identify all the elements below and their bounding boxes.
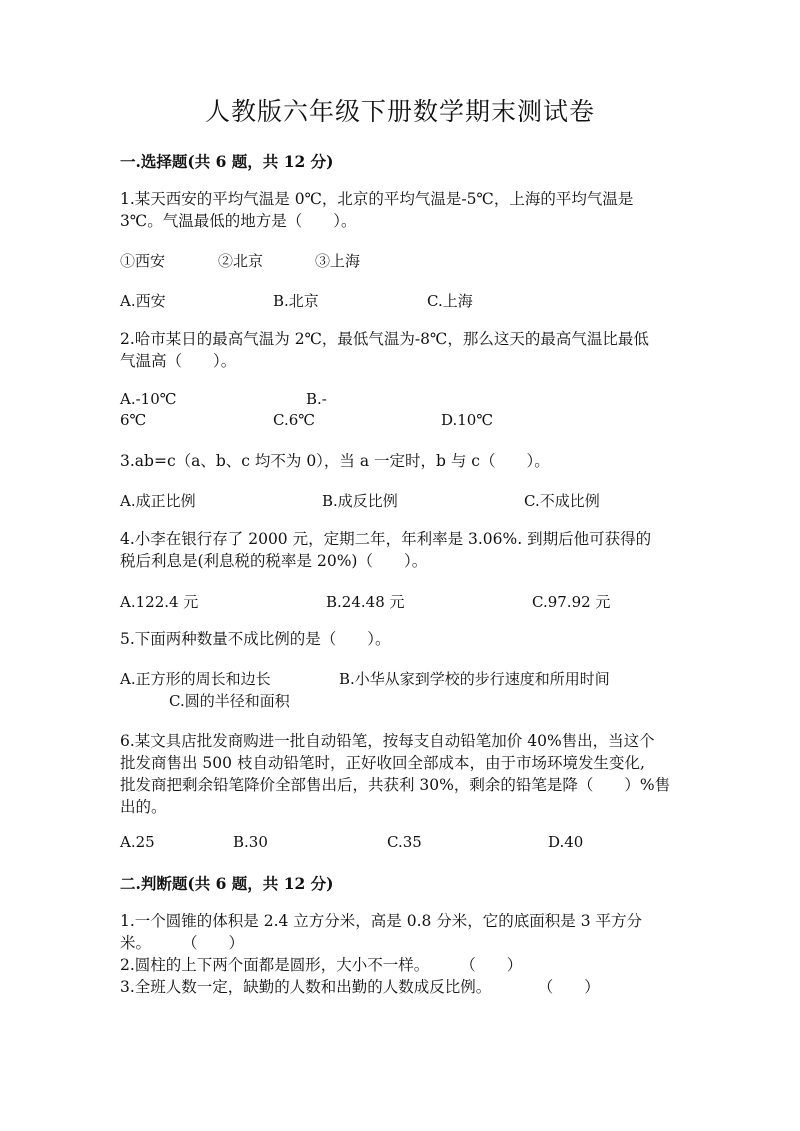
question-6-line-3: 批发商把剩余铅笔降价全部售出后，共获利 30%，剩余的铅笔是降（ ）%售: [120, 776, 671, 794]
option-d: D.10℃: [441, 411, 494, 429]
option-c: C.上海: [427, 292, 473, 310]
option-c: C.不成比例: [524, 492, 600, 510]
question-6-line-2: 批发商售出 500 枝自动铅笔时，正好收回全部成本，由于市场环境发生变化,: [120, 754, 645, 772]
question-5-line-1: 5.下面两种数量不成比例的是（ ）。: [120, 630, 391, 648]
question-2-line-2: 气温高（ ）。: [120, 352, 237, 370]
page-title: 人教版六年级下册数学期末测试卷: [204, 97, 595, 126]
question-3-line-1: 3.ab=c（a、b、c 均不为 0），当 a 一定时，b 与 c（ ）。: [120, 452, 550, 470]
judgement-2: 2.圆柱的上下两个面都是圆形，大小不一样。 （ ）: [120, 956, 523, 974]
question-1-line-2: 3℃。气温最低的地方是（ ）。: [120, 212, 357, 230]
question-4-line-1: 4.小李在银行存了 2000 元，定期二年，年利率是 3.06%. 到期后他可获得的: [120, 530, 652, 548]
question-6-line-4: 出的。: [120, 798, 167, 816]
judgement-3: 3.全班人数一定，缺勤的人数和出勤的人数成反比例。 （ ）: [120, 978, 600, 996]
option-d: D.40: [548, 833, 584, 851]
option-a: A.25: [120, 833, 155, 851]
option-a: A.正方形的周长和边长: [120, 670, 271, 688]
option-b-part-2: 6℃: [120, 411, 147, 429]
question-2-line-1: 2.哈市某日的最高气温为 2℃，最低气温为-8℃，那么这天的最高气温比最低: [120, 330, 649, 348]
option-b: B.小华从家到学校的步行速度和所用时间: [339, 670, 610, 688]
option-b: B.北京: [273, 292, 319, 310]
option-a: A.西安: [120, 292, 166, 310]
option-a: A.-10℃: [120, 390, 177, 408]
question-6-line-1: 6.某文具店批发商购进一批自动铅笔，按每支自动铅笔加价 40%售出，当这个: [120, 732, 655, 750]
option-a: A.成正比例: [120, 492, 196, 510]
choice-1: ①西安: [120, 252, 166, 270]
section-heading-judgement: 二.判断题(共 6 题，共 12 分): [120, 874, 334, 893]
option-c: C.35: [387, 833, 422, 851]
option-b: B.30: [233, 833, 268, 851]
option-c: C.97.92 元: [532, 593, 611, 611]
question-1-line-1: 1.某天西安的平均气温是 0℃，北京的平均气温是-5℃，上海的平均气温是: [120, 190, 634, 208]
choice-3: ③上海: [315, 252, 361, 270]
judgement-1-line-1: 1.一个圆锥的体积是 2.4 立方分米，高是 0.8 分米，它的底面积是 3 平方分: [120, 912, 643, 930]
option-b: B.24.48 元: [326, 593, 405, 611]
option-b-part-1: B.-: [306, 390, 327, 408]
choice-2: ②北京: [218, 252, 264, 270]
option-c: C.6℃: [273, 411, 316, 429]
option-c: C.圆的半径和面积: [169, 692, 290, 710]
question-4-line-2: 税后利息是(利息税的税率是 20%)（ ）。: [120, 552, 428, 570]
section-heading-choice: 一.选择题(共 6 题，共 12 分): [120, 152, 334, 171]
option-b: B.成反比例: [322, 492, 398, 510]
option-a: A.122.4 元: [120, 593, 199, 611]
judgement-1-line-2: 米。 （ ）: [120, 934, 245, 952]
